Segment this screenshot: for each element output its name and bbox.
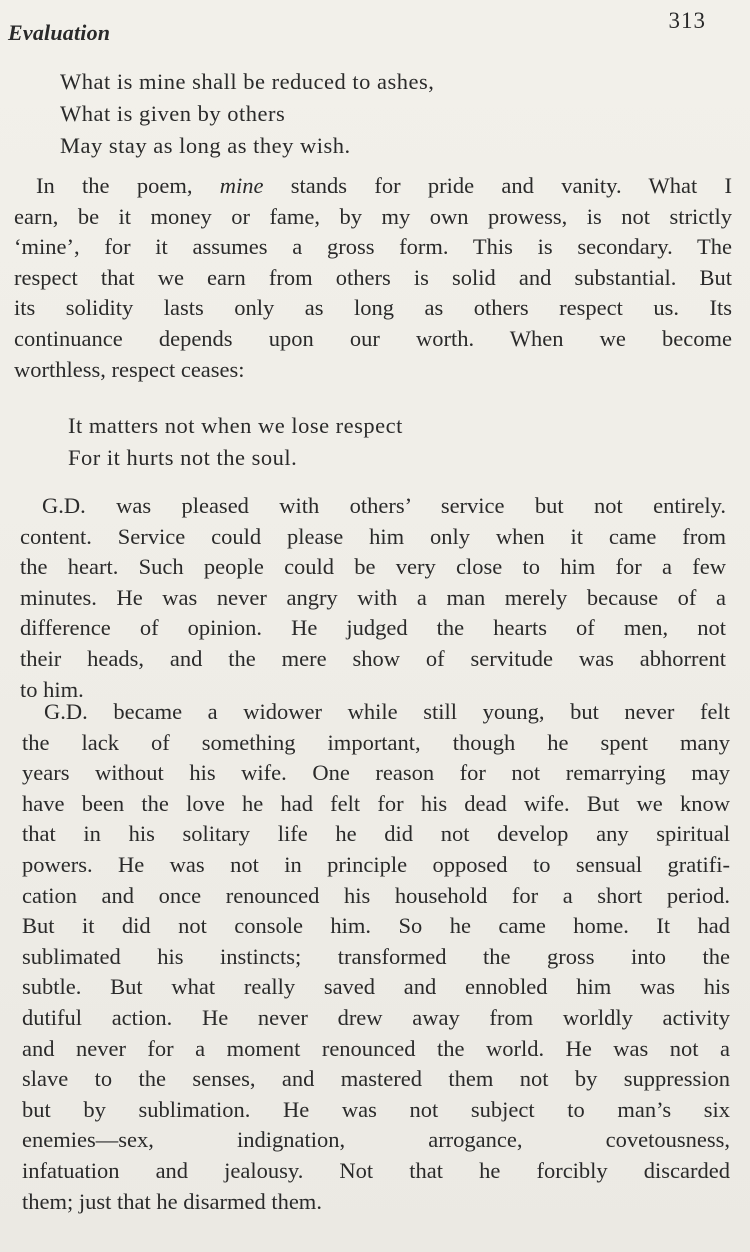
paragraph-line: minutes. He was never angry with a man merely because of a xyxy=(20,584,726,610)
paragraph-line: have been the love he had felt for his dead wife. But we know xyxy=(22,790,730,816)
paragraph-line: G.D. became a widower while still young, but never felt xyxy=(44,699,730,724)
verse-line: May stay as long as they wish. xyxy=(60,133,351,158)
paragraph-line: years without his wife. One reason for not remarrying may xyxy=(22,760,730,786)
paragraph-line: enemies—sex, indignation, arrogance, covetousness, xyxy=(22,1127,730,1153)
paragraph-line: earn, be it money or fame, by my own prowess, is not strictly xyxy=(14,203,732,229)
verse-line: What is given by others xyxy=(60,101,286,126)
paragraph-line: infatuation and jealousy. Not that he forcibly discarded xyxy=(22,1157,730,1183)
paragraph-line: subtle. But what really saved and ennobled him was his xyxy=(22,974,730,1000)
paragraph-line: to him. xyxy=(20,676,84,702)
paragraph-line: cation and once renounced his household for a short period. xyxy=(22,882,730,908)
paragraph-line: respect that we earn from others is solid and substantial. But xyxy=(14,264,732,290)
paragraph-pride-vanity xyxy=(14,171,732,385)
paragraph-line: But it did not console him. So he came home. It had xyxy=(22,913,730,939)
running-head: Evaluation xyxy=(8,20,111,45)
paragraph-line: powers. He was not in principle opposed to sensual gratifi- xyxy=(22,851,730,877)
verse-line: It matters not when we lose respect xyxy=(68,413,403,438)
paragraph-service xyxy=(20,491,726,705)
paragraph-line: ‘mine’, for it assumes a gross form. This is secondary. The xyxy=(14,234,732,260)
paragraph-line: the heart. Such people could be very close to him for a few xyxy=(20,554,726,580)
paragraph-line: dutiful action. He never drew away from worldly activity xyxy=(22,1004,730,1030)
paragraph-line: them; just that he disarmed them. xyxy=(22,1188,322,1214)
verse-block-ashes xyxy=(60,66,434,162)
paragraph-line: its solidity lasts only as long as others respect us. Its xyxy=(14,295,732,321)
paragraph-line: continuance depends upon our worth. When we become xyxy=(14,325,732,351)
paragraph-line: the lack of something important, though he spent many xyxy=(22,729,730,755)
verse-block-respect xyxy=(68,410,403,474)
page-number: 313 xyxy=(668,8,706,33)
emphasized-word: mine xyxy=(219,173,264,198)
paragraph-line: slave to the senses, and mastered them not by suppression xyxy=(22,1066,730,1092)
paragraph-line: difference of opinion. He judged the hearts of men, not xyxy=(20,615,726,641)
paragraph-line: that in his solitary life he did not develop any spiritual xyxy=(22,821,730,847)
verse-line: For it hurts not the soul. xyxy=(68,445,298,470)
paragraph-line: worthless, respect ceases: xyxy=(14,356,245,382)
verse-line: What is mine shall be reduced to ashes, xyxy=(60,69,435,94)
paragraph-line: G.D. was pleased with others’ service but not entirely. xyxy=(42,493,726,518)
paragraph-line: In the poem, mine stands for pride and vanity. What I xyxy=(36,173,733,198)
paragraph-line: content. Service could please him only when it came from xyxy=(20,523,726,549)
paragraph-line: their heads, and the mere show of servitude was abhorrent xyxy=(20,645,726,671)
paragraph-widower xyxy=(22,697,730,1217)
paragraph-line: sublimated his instincts; transformed the gross into the xyxy=(22,943,730,969)
paragraph-line: and never for a moment renounced the world. He was not a xyxy=(22,1035,730,1061)
paragraph-line: but by sublimation. He was not subject to man’s six xyxy=(22,1096,730,1122)
